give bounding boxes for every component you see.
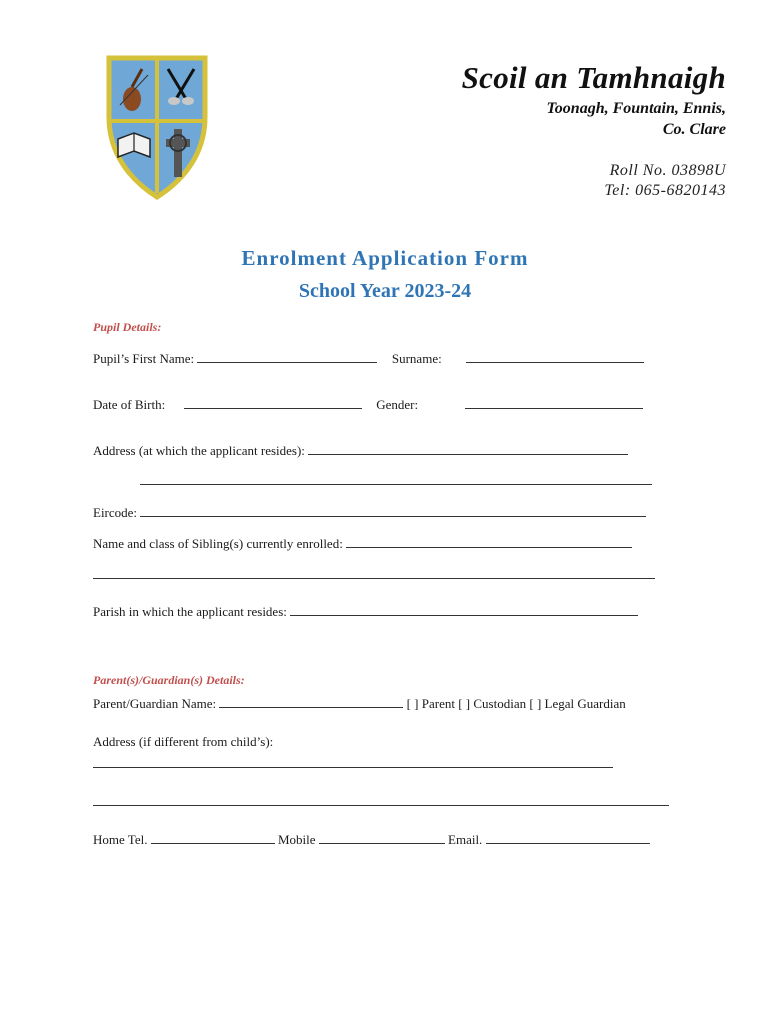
crest-shield-icon [106, 55, 208, 201]
school-name: Scoil an Tamhnaigh [461, 60, 726, 95]
home-tel-field[interactable] [151, 831, 275, 844]
email-field[interactable] [486, 831, 650, 844]
parent-name-label: Parent/Guardian Name: [93, 696, 217, 711]
dob-row [93, 396, 643, 413]
contact-row [93, 831, 650, 848]
parent-address-row-1 [93, 755, 613, 772]
surname-label: Surname: [391, 351, 442, 366]
sibling-row [93, 535, 632, 552]
school-address-line2: Co. Clare [662, 121, 726, 138]
parent-address-field-2[interactable] [93, 793, 669, 806]
parish-field[interactable] [290, 603, 638, 616]
parent-address-label: Address (if different from child’s): [93, 734, 274, 749]
custodian-checkbox[interactable]: [ ] Custodian [458, 696, 527, 711]
telephone: Tel: 065-6820143 [604, 182, 726, 199]
dob-field[interactable] [184, 396, 362, 409]
legal-guardian-checkbox[interactable]: [ ] Legal Guardian [529, 696, 626, 711]
first-name-field[interactable] [197, 350, 377, 363]
sibling-row-2 [93, 566, 655, 583]
eircode-label: Eircode: [93, 505, 138, 520]
surname-field[interactable] [466, 350, 644, 363]
mobile-field[interactable] [319, 831, 445, 844]
parent-name-row [93, 695, 626, 712]
address-row-2 [140, 472, 652, 489]
eircode-field[interactable] [140, 504, 646, 517]
address-field-2[interactable] [140, 472, 652, 485]
address-field-1[interactable] [308, 442, 628, 455]
sibling-label: Name and class of Sibling(s) currently enrolled: [93, 536, 343, 551]
pupil-details-heading: Pupil Details: [93, 320, 162, 334]
eircode-row [93, 504, 646, 521]
address-row [93, 442, 628, 459]
sibling-field-1[interactable] [346, 535, 632, 548]
dob-label: Date of Birth: [93, 397, 166, 412]
school-crest [106, 55, 208, 201]
form-title: Enrolment Application Form [241, 246, 529, 270]
parish-label: Parish in which the applicant resides: [93, 604, 287, 619]
address-label: Address (at which the applicant resides): [93, 443, 305, 458]
first-name-row [93, 350, 644, 367]
school-year: School Year 2023-24 [298, 280, 472, 302]
gender-field[interactable] [465, 396, 643, 409]
parish-row [93, 603, 638, 620]
parent-address-label-row [93, 734, 273, 750]
parent-name-field[interactable] [219, 695, 403, 708]
roll-number: Roll No. 03898U [609, 162, 726, 179]
home-tel-label: Home Tel. [93, 832, 148, 847]
school-address-line1: Toonagh, Fountain, Ennis, [546, 100, 726, 117]
first-name-label: Pupil’s First Name: [93, 351, 195, 366]
parent-checkbox[interactable]: [ ] Parent [406, 696, 455, 711]
mobile-label: Mobile [277, 832, 316, 847]
parent-details-heading: Parent(s)/Guardian(s) Details: [93, 673, 245, 687]
email-label: Email. [448, 832, 483, 847]
parent-address-field-1[interactable] [93, 755, 613, 768]
sibling-field-2[interactable] [93, 566, 655, 579]
gender-label: Gender: [376, 397, 419, 412]
parent-address-row-2 [93, 793, 669, 810]
